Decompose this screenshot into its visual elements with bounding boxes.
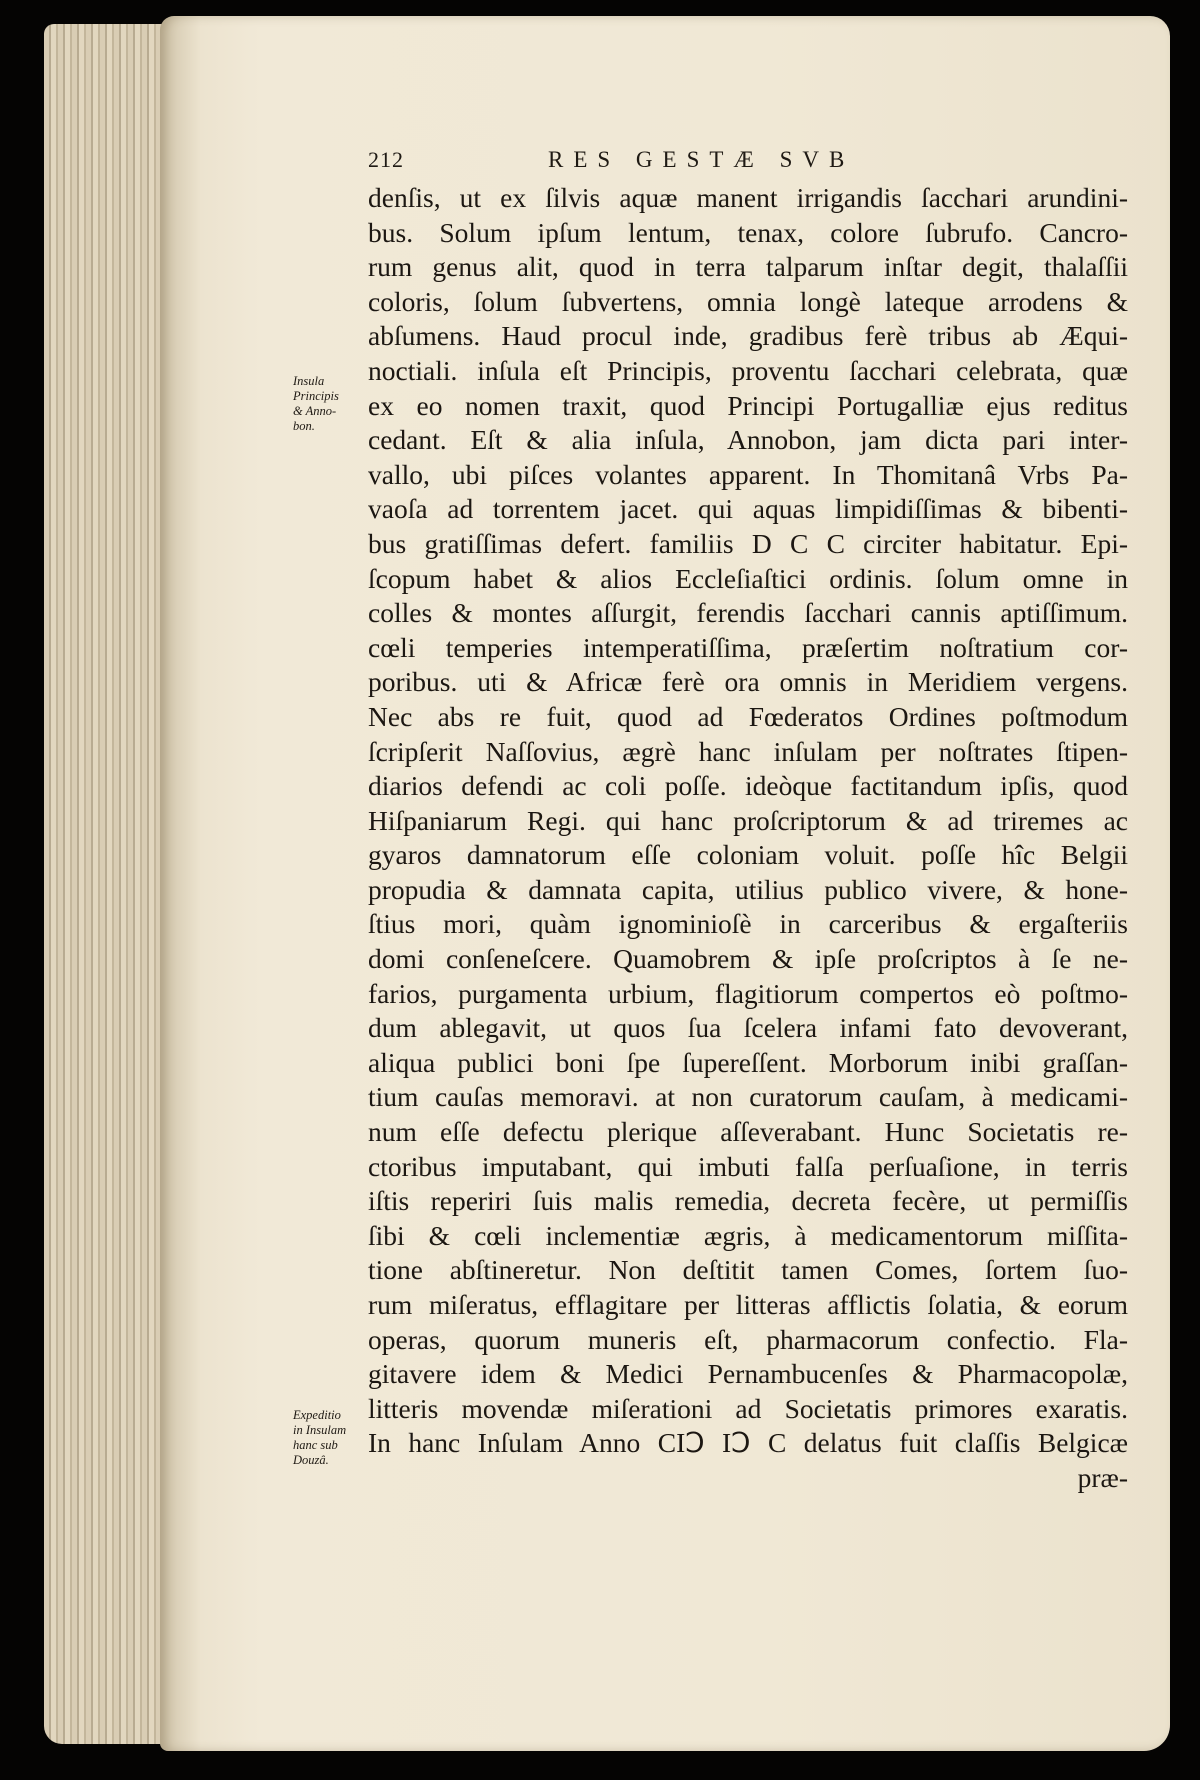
text-line: cœli temperies intemperatiſſima, præſertim noſtratium cor- [368,631,1128,663]
margin-note-line: & Anno- [293,404,337,418]
text-line: coloris, ſolum ſubvertens, omnia longè lateque arrodens & [368,285,1128,317]
catchword: præ- [1077,1461,1128,1493]
text-line: ſcopum habet & alios Eccleſiaſtici ordinis. ſolum omne in [368,562,1128,594]
text-line: denſis, ut ex ſilvis aquæ manent irrigandis ſacchari arundini- [368,182,1128,213]
text-line: noctiali. inſula eſt Principis, proventu ſacchari celebrata, quæ [368,354,1128,386]
text-line: ſtius mori, quàm ignominioſè in carceribus & ergaſteriis [368,908,1128,940]
text-line: cedant. Eſt & alia inſula, Annobon, jam dicta pari inter- [368,424,1128,456]
text-line: In hanc Inſulam Anno CIↃ IↃ C delatus fuit claſſis Belgicæ [368,1427,1128,1459]
margin-note-line: in Insulam [293,1423,347,1437]
text-line: Nec abs re fuit, quod ad Fœderatos Ordines poſtmodum [368,700,1128,732]
page-number: 212 [368,147,404,172]
text-line: operas, quorum muneris eſt, pharmacorum confectio. Fla- [368,1323,1128,1355]
text-line: propudia & damnata capita, utilius publico vivere, & hone- [368,873,1128,905]
text-line: dum ablegavit, ut quos ſua ſcelera infami fato devoverant, [368,1012,1128,1044]
text-line: num eſſe defectu plerique aſſeverabant. Hunc Societatis re- [368,1116,1128,1148]
margin-note-line: Douzâ. [293,1453,329,1467]
text-line: bus gratiſſimas defert. familiis D C C circiter habitatur. Epi- [368,527,1128,559]
body-text [368,181,1128,1496]
text-line: gyaros damnatorum eſſe coloniam voluit. poſſe hîc Belgii [368,839,1128,871]
text-line: colles & montes aſſurgit, ferendis ſacchari cannis aptiſſimum. [368,597,1128,629]
margin-note-line: Principis [293,389,339,403]
text-line: ctoribus imputabant, qui imbuti falſa perſuaſione, in terris [368,1150,1128,1182]
text-line: tium cauſas memoravi. at non curatorum cauſam, à medicami- [368,1081,1128,1113]
text-line: aliqua publici boni ſpe ſupereſſent. Morborum inibi graſſan- [368,1046,1128,1078]
text-line: iſtis reperiri ſuis malis remedia, decreta fecère, ut permiſſis [368,1185,1128,1217]
margin-note-line: bon. [293,419,315,433]
text-line: rum miſeratus, efflagitare per litteras afflictis ſolatia, & eorum [368,1289,1128,1320]
text-line: diarios defendi ac coli poſſe. ideòque factitandum ipſis, quod [368,770,1128,802]
text-line: bus. Solum ipſum lentum, tenax, colore ſubrufo. Cancro- [368,216,1128,248]
text-line: tione abſtineretur. Non deſtitit tamen Comes, ſortem ſuo- [368,1254,1128,1286]
text-line: vaoſa ad torrentem jacet. qui aquas limpidiſſimas & bibenti- [368,493,1128,525]
text-line: rum genus alit, quod in terra talparum inſtar degit, thalaſſii [368,251,1128,283]
text-line: ex eo nomen traxit, quod Principi Portugalliæ ejus reditus [368,389,1128,421]
text-line: litteris movendæ miſerationi ad Societatis primores exaratis. [368,1392,1128,1424]
margin-note-line: Insula [293,374,325,388]
text-line: Hiſpaniarum Regi. qui hanc proſcriptorum & ad triremes ac [368,804,1128,836]
text-line: gitavere idem & Medici Pernambucenſes & Pharmacopolæ, [368,1358,1128,1390]
text-line: farios, purgamenta urbium, flagitiorum compertos eò poſtmo- [368,977,1128,1009]
text-line: ſibi & cœli inclementiæ ægris, à medicamentorum miſſita- [368,1219,1128,1251]
text-line: ſcripſerit Naſſovius, ægrè hanc inſulam per noſtrates ſtipen- [368,735,1128,767]
text-line: poribus. uti & Africæ ferè ora omnis in Meridiem vergens. [368,666,1128,698]
text-line: vallo, ubi piſces volantes apparent. In Thomitanâ Vrbs Pa- [368,458,1128,490]
text-line: abſumens. Haud procul inde, gradibus ferè tribus ab Æqui- [368,320,1128,352]
running-head-title: RES GESTÆ SVB [548,147,855,172]
page-edges [44,24,174,1744]
margin-note-line: hanc sub [293,1438,338,1452]
margin-note-line: Expeditio [293,1408,341,1422]
text-line: domi conſeneſcere. Quamobrem & ipſe proſcriptos à ſe ne- [368,943,1128,975]
